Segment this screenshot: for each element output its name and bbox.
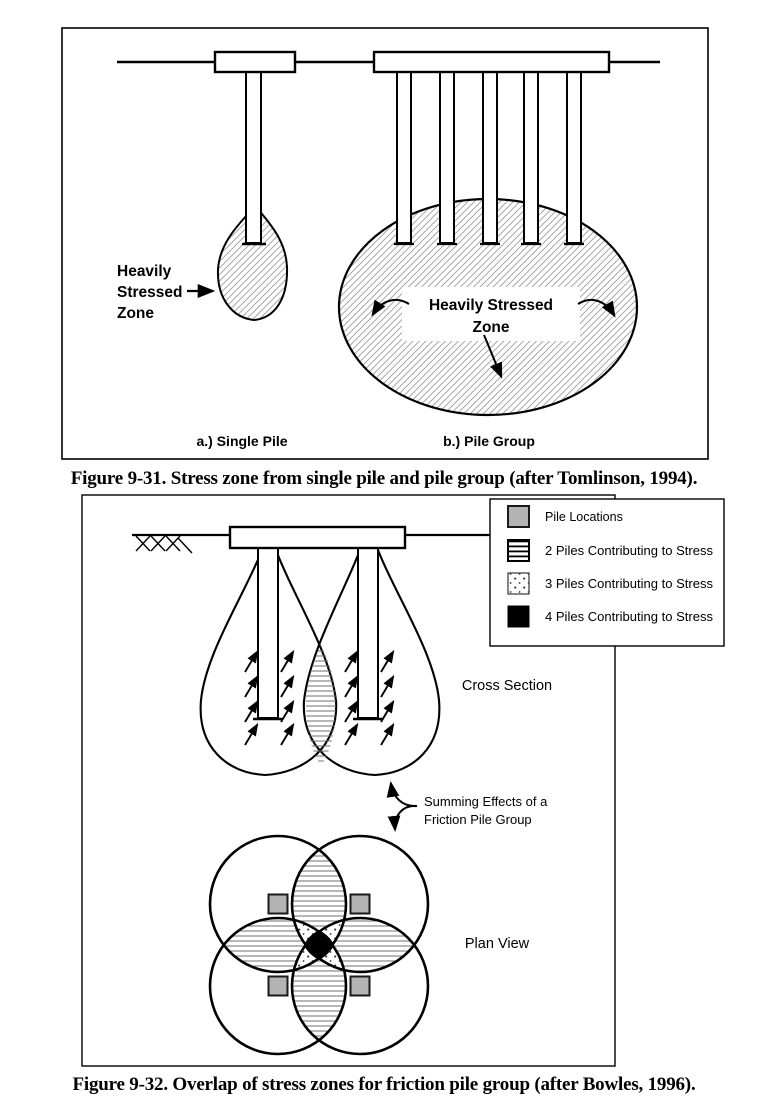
gray-square-icon — [508, 506, 529, 527]
black-square-icon — [508, 606, 529, 627]
figure-9-31-diagram — [0, 0, 768, 466]
legend-item-label: 3 Piles Contributing to Stress — [545, 577, 713, 591]
single-pile-name-label: a.) Single Pile — [196, 433, 288, 449]
summing-arrow-up-icon — [391, 784, 417, 806]
legend-item-label: 2 Piles Contributing to Stress — [545, 544, 713, 558]
overlap-lens-2pile — [306, 645, 336, 765]
legend — [490, 499, 724, 646]
pile-group-cap — [374, 52, 609, 72]
zone-label-line1: Heavily — [117, 263, 172, 280]
cs-left-pile — [258, 548, 278, 718]
legend-item-label: 4 Piles Contributing to Stress — [545, 610, 713, 624]
group-zone-label-line2: Zone — [472, 319, 510, 336]
single-pile-cap — [215, 52, 295, 72]
single-pile-shaft — [246, 71, 261, 243]
cs-right-pile — [358, 548, 378, 718]
summing-label-line2: Friction Pile Group — [424, 812, 532, 827]
pile-group-name-label: b.) Pile Group — [443, 433, 535, 449]
summing-annotation — [391, 784, 548, 829]
h-stripes-icon — [508, 540, 529, 561]
summing-label-line1: Summing Effects of a — [424, 794, 548, 809]
single-pile-zone-label — [117, 263, 212, 322]
cs-pile-cap — [230, 527, 405, 548]
plan-view-label: Plan View — [464, 936, 530, 952]
zone-label-line2: Stressed — [117, 284, 183, 301]
group-zone-label-line1: Heavily Stressed — [428, 297, 554, 314]
plan-view — [210, 836, 530, 1054]
figure-9-32-diagram — [0, 490, 768, 1080]
cross-section-label: Cross Section — [461, 678, 553, 694]
summing-arrow-down-icon — [395, 806, 417, 829]
dotted-square-icon — [508, 573, 529, 594]
legend-item-label: Pile Locations — [545, 510, 623, 524]
ground-surface-hatch-icon — [136, 536, 192, 553]
figure-9-32-caption: Figure 9-32. Overlap of stress zones for friction pile group (after Bowles, 1996). — [72, 1074, 696, 1095]
figure-9-31-caption: Figure 9-31. Stress zone from single pile and pile group (after Tomlinson, 1994). — [70, 468, 698, 489]
zone-label-line3: Zone — [117, 305, 155, 322]
